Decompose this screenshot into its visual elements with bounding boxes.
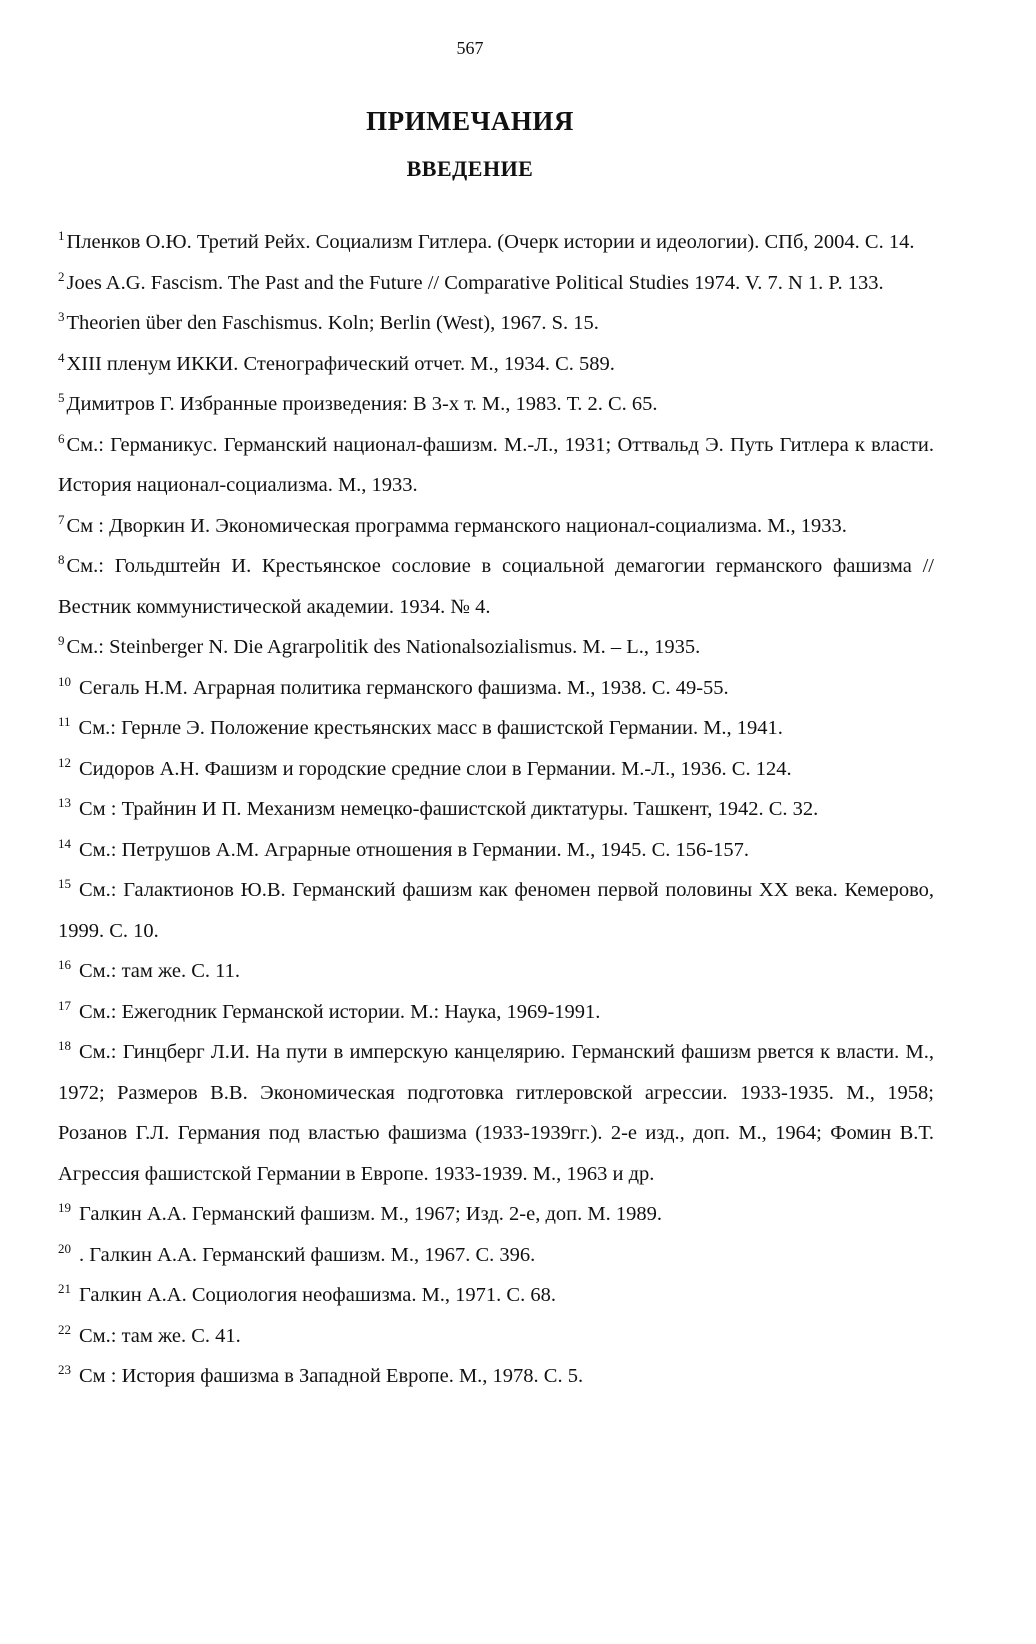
note-item [58, 1194, 934, 1235]
note-text: См.: Петрушов А.М. Аграрные отношения в Германии. М., 1945. С. 156-157. [79, 838, 749, 861]
note-item [58, 303, 934, 344]
note-number: 20 [58, 1240, 71, 1256]
note-item [58, 1316, 934, 1357]
note-text: Сегаль Н.М. Аграрная политика германского фашизма. М., 1938. С. 49-55. [79, 676, 729, 699]
note-item [58, 1275, 934, 1316]
note-item [58, 627, 934, 668]
note-item [58, 384, 934, 425]
note-number: 4 [58, 349, 65, 365]
note-number: 23 [58, 1362, 71, 1377]
section-title: ВВЕДЕНИЕ [406, 156, 534, 181]
note-text: См.: Гинцберг Л.И. На пути в имперскую канцелярию. Германский фашизм рвется к власти. М., 1972; Размеров В.В. Экономическая подготовка гитлеровской агрессии. 1933-1935. М., 1958; Розанов Г.Л. Германия под властью фашизма (1933-1939гг.). 2-е изд., доп. М., 1964; Фомин В.Т. Агрессия фашистской Германии в Европе. 1933-1939. М., 1963 и др. [58, 1041, 934, 1185]
note-item [58, 425, 934, 506]
note-number: 7 [58, 511, 65, 527]
note-text: Пленков О.Ю. Третий Рейх. Социализм Гитлера. (Очерк истории и идеологии). СПб, 2004. С. 14. [66, 231, 915, 253]
note-item [58, 222, 934, 263]
note-text: См : Трайнин И П. Механизм немецко-фашистской диктатуры. Ташкент, 1942. С. 32. [79, 798, 819, 820]
note-number: 18 [58, 1038, 71, 1053]
note-number: 17 [58, 997, 71, 1013]
note-text: См.: Гернле Э. Положение крестьянских масс в фашистской Германии. М., 1941. [78, 717, 783, 739]
note-item [58, 506, 934, 547]
note-item [58, 789, 934, 830]
note-number: 13 [58, 795, 71, 810]
note-text: Димитров Г. Избранные произведения: В 3-х т. М., 1983. Т. 2. С. 65. [66, 393, 658, 415]
note-text: XIII пленум ИККИ. Стенографический отчет. М., 1934. С. 589. [66, 352, 615, 375]
note-item [58, 951, 934, 992]
note-item [58, 830, 934, 871]
note-text: См : История фашизма в Западной Европе. М., 1978. С. 5. [79, 1365, 584, 1387]
note-item [58, 546, 934, 627]
note-text: См.: Steinberger N. Die Agrarpolitik des Nationalsozialismus. M. – L., 1935. [66, 636, 701, 658]
note-text: Сидоров А.Н. Фашизм и городские средние слои в Германии. М.-Л., 1936. С. 124. [79, 757, 792, 780]
note-number: 11 [58, 714, 71, 729]
note-number: 14 [58, 835, 71, 851]
note-number: 3 [58, 309, 65, 324]
note-item [58, 668, 934, 709]
notes-list [58, 222, 934, 1397]
note-number: 12 [58, 754, 71, 770]
note-text: См : Дворкин И. Экономическая программа германского национал-социализма. М., 1933. [66, 514, 847, 537]
note-number: 8 [58, 552, 65, 567]
note-text: Theorien über den Faschismus. Koln; Berlin (West), 1967. S. 15. [66, 312, 599, 334]
note-number: 21 [58, 1281, 71, 1296]
note-item [58, 749, 934, 790]
note-number: 9 [58, 633, 65, 648]
note-number: 22 [58, 1321, 71, 1337]
page-number: 567 [456, 38, 484, 58]
note-item [58, 1032, 934, 1194]
note-number: 10 [58, 673, 71, 689]
note-text: См.: Гольдштейн И. Крестьянское сословие в социальной демагогии германского фашизма // Вестник коммунистической академии. 1934. № 4. [58, 555, 934, 618]
note-item [58, 263, 934, 304]
note-text: Joes A.G. Fascism. The Past and the Future // Comparative Political Studies 1974. V. 7. N 1. P. 133. [66, 271, 884, 294]
note-number: 2 [58, 268, 65, 284]
note-item [58, 1356, 934, 1397]
note-text: См.: Ежегодник Германской истории. М.: Наука, 1969-1991. [79, 1000, 601, 1023]
note-number: 5 [58, 390, 65, 405]
note-text: Галкин А.А. Германский фашизм. М., 1967; Изд. 2-е, доп. М. 1989. [79, 1203, 662, 1225]
note-item [58, 870, 934, 951]
note-number: 16 [58, 957, 71, 972]
note-text: Галкин А.А. Социология неофашизма. М., 1971. С. 68. [79, 1284, 556, 1306]
note-item [58, 992, 934, 1033]
note-number: 6 [58, 430, 65, 446]
note-item [58, 1235, 934, 1276]
note-item [58, 708, 934, 749]
note-text: См.: Галактионов Ю.В. Германский фашизм как феномен первой половины XX века. Кемерово, 1999. С. 10. [58, 879, 934, 942]
page-title: ПРИМЕЧАНИЯ [366, 106, 574, 136]
note-number: 19 [58, 1200, 71, 1215]
note-number: 1 [58, 228, 65, 243]
note-text: См.: там же. С. 11. [79, 960, 241, 982]
note-text: . Галкин А.А. Германский фашизм. М., 1967. С. 396. [79, 1243, 536, 1266]
note-item [58, 344, 934, 385]
note-text: См.: Германикус. Германский национал-фашизм. М.-Л., 1931; Оттвальд Э. Путь Гитлера к власти. История национал-социализма. М., 1933. [58, 433, 934, 496]
note-text: См.: там же. С. 41. [79, 1324, 241, 1347]
note-number: 15 [58, 876, 71, 891]
